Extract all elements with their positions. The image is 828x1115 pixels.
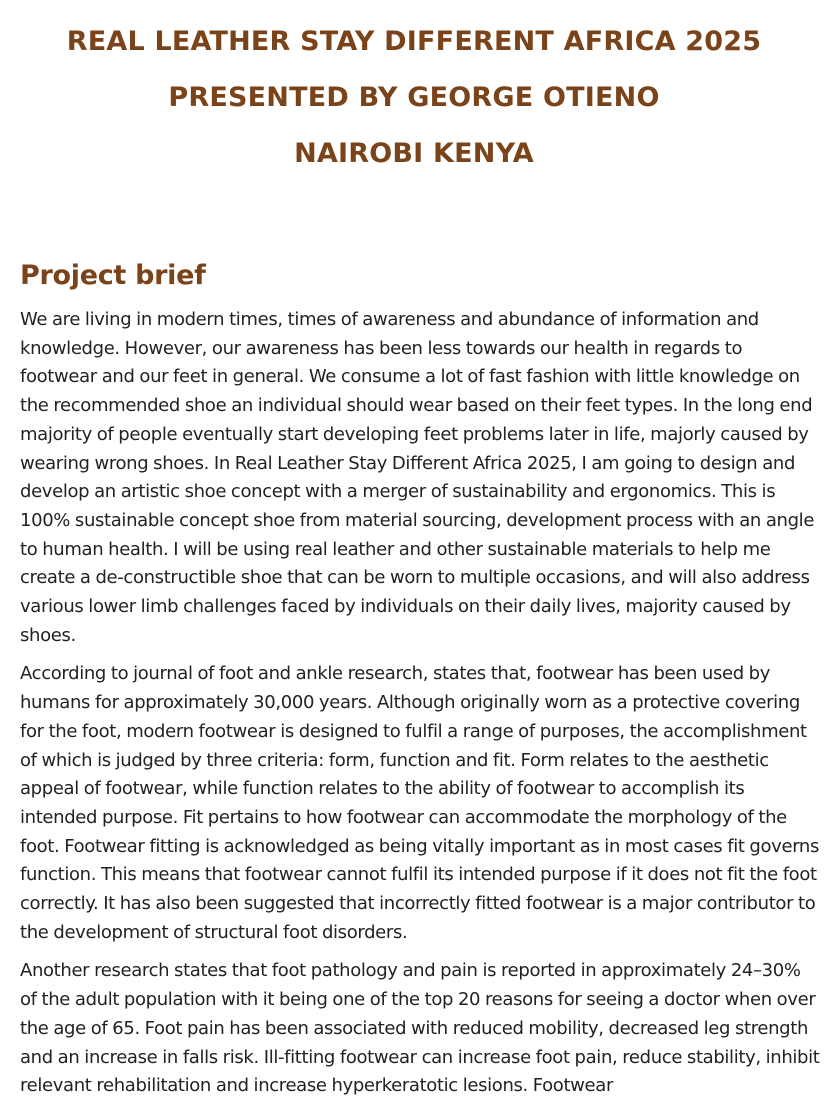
paragraph: We are living in modern times, times of awareness and abundance of information and knowledge. However, our awareness has been less towards our health in regards to footwear and our feet in general. We consume a lot of fast fashion with little knowledge on the recommended shoe an individual should wear based on their feet types. In the long end majority of people eventually start developing feet problems later in life, majorly caused by wearing wrong shoes. In Real Leather Stay Different Africa 2025, I am going to design and develop an artistic shoe concept with a merger of sustainability and ergonomics. This is 100% sustainable concept shoe from material sourcing, development process with an angle to human health. I will be using real leather and other sustainable materials to help me create a de-constructible shoe that can be worn to multiple occasions, and will also address various lower limb challenges faced by individuals on their daily lives, majority caused by shoes.: [20, 309, 815, 646]
location-line: NAIROBI KENYA: [294, 138, 534, 169]
body-text: [20, 306, 822, 1101]
paragraph: Another research states that foot pathology and pain is reported in approximately 24–30% of the adult population with it being one of the top 20 reasons for seeing a doctor when over the age of 65. Foot pain has been associated with reduced mobility, decreased leg strength and an increase in falls risk. Ill-fitting footwear can increase foot pain, reduce stability, inhibit relevant rehabilitation and increase hyperkeratotic lesions. Footwear: [20, 960, 820, 1097]
title-block: [0, 0, 828, 182]
presenter-line: PRESENTED BY GEORGE OTIENO: [168, 82, 660, 113]
event-title: REAL LEATHER STAY DIFFERENT AFRICA 2025: [66, 26, 762, 57]
paragraph: According to journal of foot and ankle research, states that, footwear has been used by humans for approximately 30,000 years. Although originally worn as a protective covering for the foot, modern footwear is designed to fulfil a range of purposes, the accomplishment of which is judged by three criteria: form, function and fit. Form relates to the aesthetic appeal of footwear, while function relates to the ability of footwear to accomplish its intended purpose. Fit pertains to how footwear can accommodate the morphology of the foot. Footwear fitting is acknowledged as being vitally important as in most cases fit governs function. This means that footwear cannot fulfil its intended purpose if it does not fit the foot correctly. It has also been suggested that incorrectly fitted footwear is a major contributor to the development of structural foot disorders.: [20, 663, 820, 943]
section-heading: Project brief: [20, 260, 206, 291]
